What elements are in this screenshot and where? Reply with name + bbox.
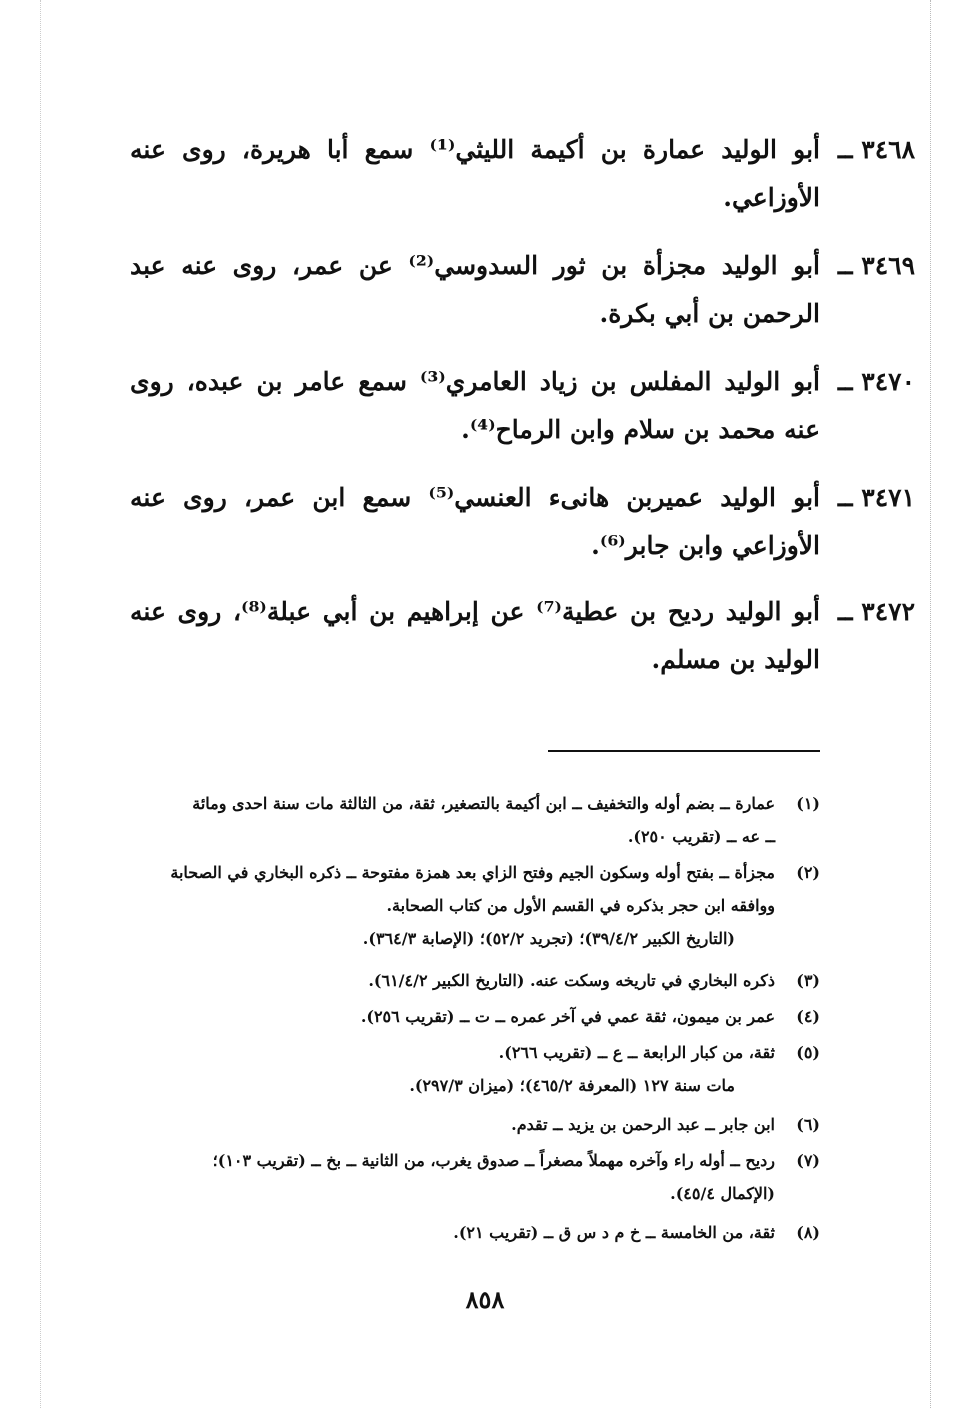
footnote-marker: (٢) xyxy=(796,863,820,882)
footnote-marker: (٤) xyxy=(796,1007,820,1026)
footnote-line: ثقة، من كبار الرابعة ــ ع ــ (تقريب ٢٦٦). xyxy=(498,1043,775,1062)
footnote-marker: (٦) xyxy=(796,1115,820,1134)
footnote-line: ووافقه ابن حجر بذكره في القسم الأول من كتاب الصحابة. xyxy=(386,896,775,915)
footnote-8 xyxy=(125,1216,820,1249)
footnote-line: (الإكمال ٤٥/٤). xyxy=(670,1184,775,1203)
footnote-line: مات سنة ١٢٧ (المعرفة ٤٦٥/٢)؛ (ميزان ٢٩٧/٣). xyxy=(409,1076,735,1095)
footnote-line: مجزأة ــ بفتح أوله وسكون الجيم وفتح الزاي بعد همزة مفتوحة ــ ذكره البخاري في الصحابة xyxy=(170,863,775,882)
entry-number: ٣٤٧١ ــ xyxy=(837,483,915,512)
footnote-line: ــ عه ــ (تقريب ٢٥٠). xyxy=(627,827,775,846)
entry-text: أبو الوليد عميربن هانىء العنسي⁽⁵⁾ سمع ابن عمر، روى عنه الأوزاعي وابن جابر⁽⁶⁾. xyxy=(130,483,820,560)
entry-number: ٣٤٧٢ ــ xyxy=(837,597,915,626)
footnote-4 xyxy=(125,1000,820,1033)
footnote-1 xyxy=(125,787,820,853)
footnote-2 xyxy=(125,856,820,955)
footnote-line: ابن جابر ــ عبد الرحمن بن يزيد ــ تقدم. xyxy=(511,1115,775,1134)
footnote-line: ذكره البخاري في تاريخه وسكت عنه. (التاريخ الكبير ٦١/٤/٢). xyxy=(368,971,775,990)
page-number: ٨٥٨ xyxy=(465,1285,505,1314)
entry-number: ٣٤٦٩ ــ xyxy=(837,251,915,280)
entry-3472 xyxy=(130,588,915,684)
footnote-marker: (٣) xyxy=(796,971,820,990)
footnote-divider xyxy=(548,750,820,752)
footnote-line: عمر بن ميمون، ثقة عمي في آخر عمره ــ ت ــ (تقريب ٢٥٦). xyxy=(360,1007,775,1026)
footnote-line: ثقة، من الخامسة ــ خ م د س ق ــ (تقريب ٢١). xyxy=(453,1223,775,1242)
footnote-line: عمارة ــ بضم أوله والتخفيف ــ ابن أكيمة بالتصغير، ثقة، من الثالثة مات سنة احدى ومائة xyxy=(192,794,775,813)
entry-3471 xyxy=(130,474,915,570)
footnote-line: رديح ــ أوله راء وآخره مهملاً مصغراً ــ صدوق يغرب، من الثانية ــ بخ ــ (تقريب ١٠٣)؛ xyxy=(212,1151,775,1170)
footnote-marker: (١) xyxy=(796,794,820,813)
footnote-marker: (٧) xyxy=(796,1151,820,1170)
entry-number: ٣٤٦٨ ــ xyxy=(837,135,915,164)
entry-3468 xyxy=(130,126,915,222)
footnote-marker: (٨) xyxy=(796,1223,820,1242)
footnote-5 xyxy=(125,1036,820,1102)
entry-text: أبو الوليد المفلس بن زياد العامري⁽³⁾ سمع عامر بن عبده، روى عنه محمد بن سلام وابن الرماح⁽⁴⁾. xyxy=(130,367,821,444)
scan-edge-line xyxy=(930,0,931,1408)
entry-3469 xyxy=(130,242,915,338)
footnote-marker: (٥) xyxy=(796,1043,820,1062)
entry-number: ٣٤٧٠ ــ xyxy=(837,367,915,396)
footnote-line: (التاريخ الكبير ٣٩/٤/٢)؛ (تجريد ٥٢/٢)؛ (الإصابة ٣٦٤/٣). xyxy=(362,929,735,948)
scan-edge-line-left xyxy=(40,0,41,1408)
entry-text: أبو الوليد عمارة بن أكيمة الليثي⁽¹⁾ سمع أبا هريرة، روى عنه الأوزاعي. xyxy=(130,135,820,212)
entry-3470 xyxy=(130,358,915,454)
entry-text: أبو الوليد مجزأة بن ثور السدوسي⁽²⁾ عن عمر، روى عنه عبد الرحمن بن أبي بكرة. xyxy=(130,251,820,328)
footnote-3 xyxy=(125,964,820,997)
footnote-6 xyxy=(125,1108,820,1141)
footnote-7 xyxy=(125,1144,820,1210)
entry-text: أبو الوليد رديح بن عطية⁽⁷⁾ عن إبراهيم بن أبي عبلة⁽⁸⁾، روى عنه الوليد بن مسلم. xyxy=(130,597,820,674)
